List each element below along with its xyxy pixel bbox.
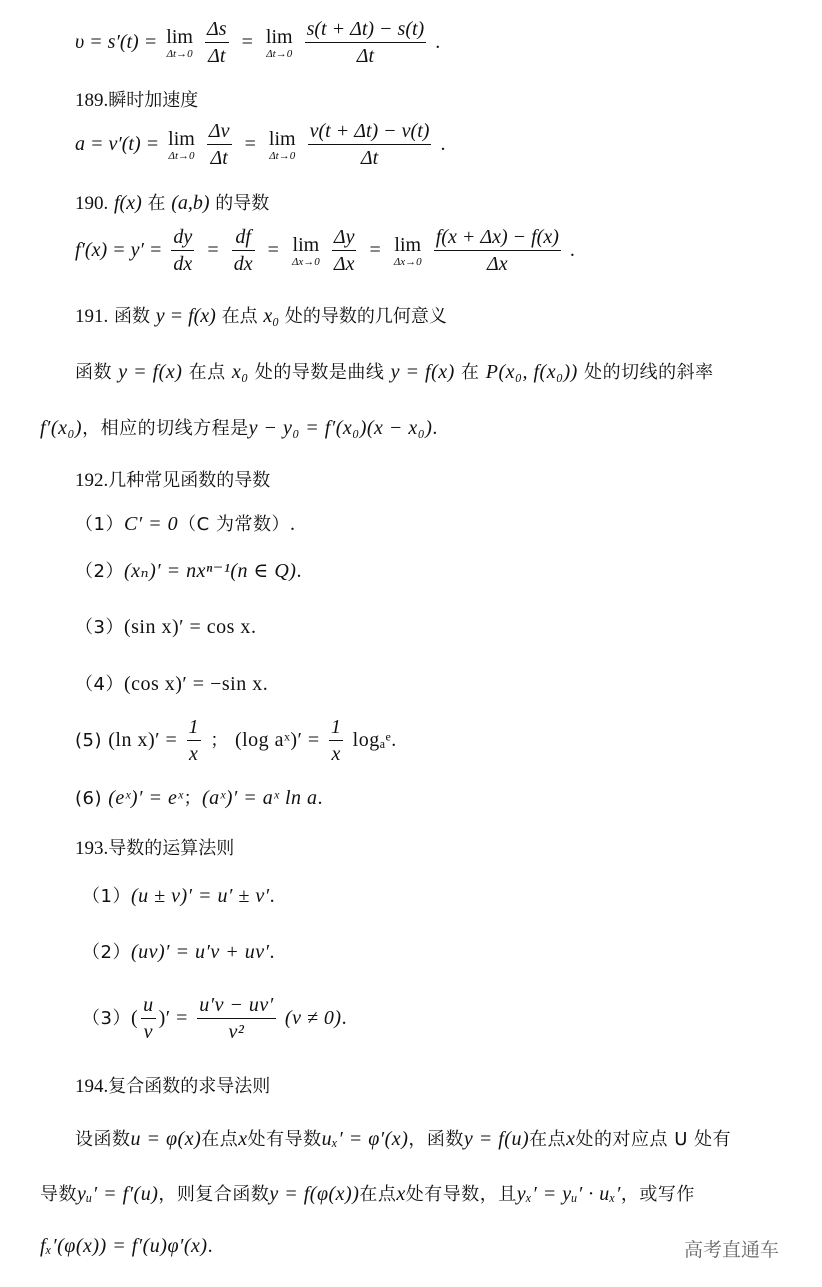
acceleration-formula: [75, 120, 445, 170]
acceleration-lim-2: lim Δt→0: [268, 127, 296, 162]
velocity-eq: =: [241, 31, 253, 53]
derivative-lim-2: lim Δx→0: [393, 233, 422, 268]
s193-item-3: （3）( $\frac{u}{v}$ )′ = $\frac{u'v - uv'}{\text{v²}}$ (v ≠ 0).: [82, 994, 348, 1043]
s191-body-line-2: f′(x₀)，相应的切线方程是y − y₀ = f′(x₀)(x − x₀).: [40, 417, 438, 439]
s193-item-3-frac-2: $\frac{u'v - uv'}{\text{v²}}$: [199, 994, 274, 1043]
velocity-end: .: [435, 31, 441, 53]
derivative-frac-4: $\frac{f(x + \Delta x) - f(x)}{\Delta x}$: [435, 226, 559, 275]
s191-body-line-1: 函数 y = f(x) 在点 x₀ 处的导数是曲线 y = f(x) 在 P(x₀, f(x₀)) 处的切线的斜率: [75, 361, 714, 383]
derivative-lim-1: lim Δx→0: [291, 233, 320, 268]
velocity-frac-1: $\frac{\Delta s}{\Delta t}$: [206, 18, 227, 67]
velocity-frac-2: $\frac{s(t + \Delta t) - s(t)}{\Delta t}$: [306, 18, 425, 67]
s192-item-2: （2）(xₙ)′ = nxⁿ⁻¹(n ∈ Q).: [75, 560, 302, 582]
velocity-formula: [75, 18, 440, 68]
s193-item-3-frac-1: $\frac{u}{v}$: [143, 994, 154, 1043]
s192-item-1: （1）C′ = 0（C 为常数）.: [75, 513, 296, 535]
s192-item-6: (6) (eˣ)′ = eˣ；(aˣ)′ = aˣ ln a.: [75, 787, 324, 809]
watermark: 高考直通车: [684, 1239, 780, 1261]
derivative-frac-1: $\frac{dy}{dx}$: [173, 226, 193, 275]
derivative-formula: f′(x) = y′ = $\frac{dy}{dx}$ = $\frac{df}{dx}$ = lim Δx→0 $\frac{\Delta y}{\Delta x}$ = lim Δx→0 $\frac{f(x + \Delta x) - f(x)}{\Delta x}$ .: [75, 226, 575, 275]
acceleration-frac-2: $\frac{v(t + \Delta t) - v(t)}{\Delta t}$: [309, 120, 430, 169]
heading-194: 194.复合函数的求导法则: [75, 1076, 271, 1097]
acceleration-end: .: [440, 133, 446, 155]
s194-body-line-1: 设函数u = φ(x)在点x处有导数uₓ′ = φ′(x)，函数y = f(u)在点x处的对应点 U 处有: [75, 1128, 732, 1150]
s192-item-5-frac-1: $\frac{1}{x}$: [188, 716, 199, 765]
velocity-lim-1: lim Δt→0: [166, 25, 193, 60]
s192-item-3: （3）(sin x)′ = cos x.: [75, 616, 257, 638]
s194-body-line-3: fₓ′(φ(x)) = f′(u)φ′(x).: [40, 1235, 214, 1257]
heading-193: 193.导数的运算法则: [75, 838, 235, 859]
derivative-lhs: f′(x) = y′ =: [75, 239, 163, 261]
acceleration-eq: =: [244, 133, 256, 155]
velocity-lhs: υ = s′(t) =: [75, 31, 158, 53]
derivative-frac-3: $\frac{\Delta y}{\Delta x}$: [333, 226, 355, 275]
s193-item-1: （1）(u ± v)′ = u′ ± v′.: [82, 885, 276, 907]
heading-189: 189.瞬时加速度: [75, 90, 199, 111]
velocity-lim-2: lim Δt→0: [265, 25, 293, 60]
s192-item-5-frac-2: $\frac{1}{x}$: [330, 716, 342, 765]
heading-191: 191. 函数 y = f(x) 在点 x₀ 处的导数的几何意义: [75, 305, 447, 327]
s194-body-line-2: 导数yᵤ′ = f′(u)，则复合函数y = f(φ(x))在点x处有导数，且yₓ′ = yᵤ′ · uₓ′，或写作: [40, 1183, 695, 1205]
s193-item-2: （2）(uv)′ = u′v + uv′.: [82, 941, 276, 963]
acceleration-frac-1: $\frac{\Delta v}{\Delta t}$: [208, 120, 230, 169]
acceleration-lim-1: lim Δt→0: [168, 127, 195, 162]
acceleration-lhs: a = v′(t) =: [75, 133, 160, 155]
s192-item-5: (5) (ln x)′ = $\frac{1}{x}$ ； (log aˣ)′ = $\frac{1}{x}$ logₐᵉ.: [75, 716, 397, 765]
s192-item-4: （4）(cos x)′ = −sin x.: [75, 673, 269, 695]
heading-192: 192.几种常见函数的导数: [75, 470, 271, 491]
heading-190: 190. f(x) 在 (a,b) 的导数: [75, 192, 270, 214]
derivative-frac-2: $\frac{df}{dx}$: [233, 226, 253, 275]
